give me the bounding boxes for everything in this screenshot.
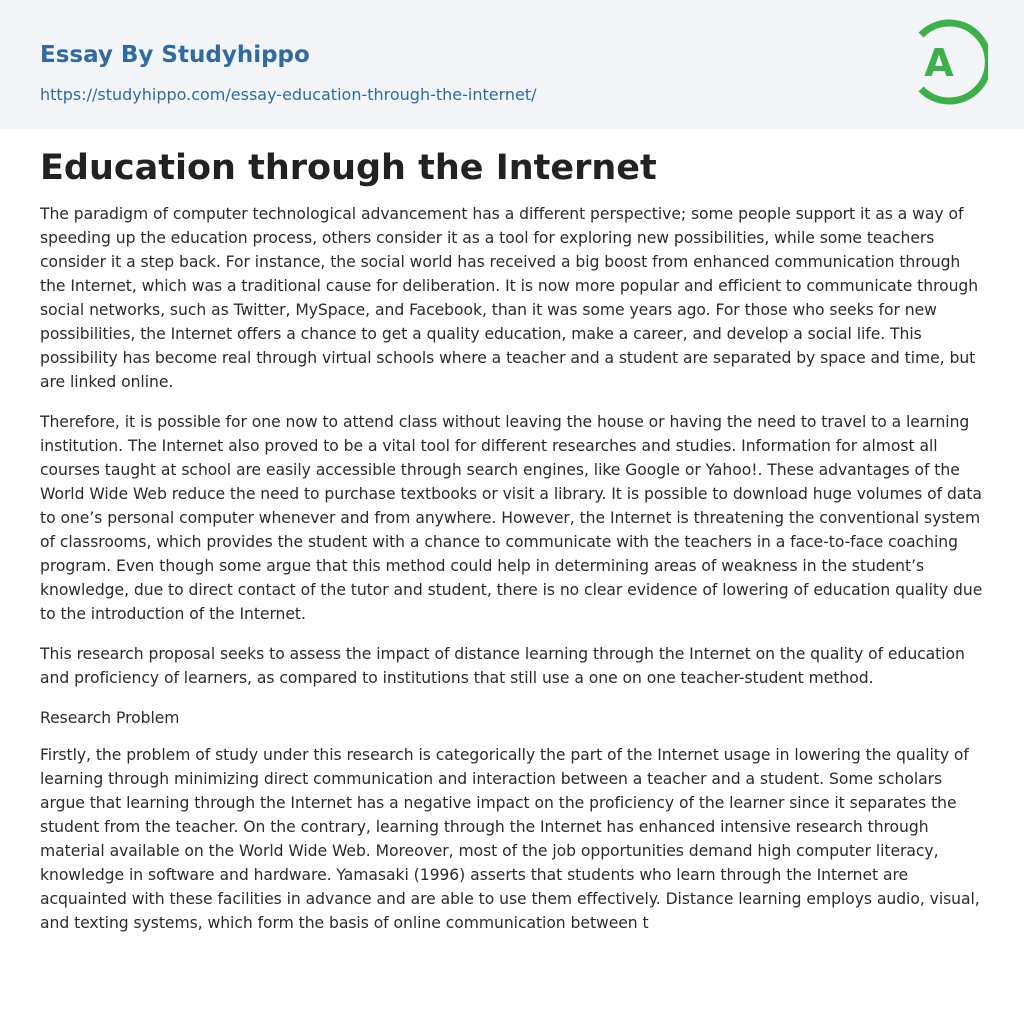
essay-url-link[interactable]: https://studyhippo.com/essay-education-through-the-internet/ (40, 85, 537, 104)
logo-letter: A (924, 41, 954, 85)
site-header (0, 0, 1024, 129)
essay-title: Education through the Internet (40, 148, 657, 188)
essay-paragraph: This research proposal seeks to assess the impact of distance learning through the Internet on the quality of education and proficiency of learners, as compared to institutions that still use a one on one teacher-student method. (40, 645, 965, 687)
site-brand[interactable]: Essay By Studyhippo (40, 42, 310, 68)
essay-content (40, 140, 986, 951)
studyhippo-logo-icon[interactable] (908, 18, 988, 106)
essay-paragraph: The paradigm of computer technological advancement has a different perspective; some people support it as a way of speeding up the education process, others consider it as a tool for exploring new possibilities, while some teachers consider it a step back. For instance, the social world has received a big boost from enhanced communication through the Internet, which was a traditional cause for deliberation. It is now more popular and efficient to communicate through social networks, such as Twitter, MySpace, and Facebook, than it was some years ago. For those who seeks for new possibilities, the Internet offers a chance to get a quality education, make a career, and develop a social life. This possibility has become real through virtual schools where a teacher and a student are separated by space and time, but are linked online. (40, 205, 979, 391)
essay-paragraph: Firstly, the problem of study under this research is categorically the part of the Internet usage in lowering the quality of learning through minimizing direct communication and interaction between a teacher and a student. Some scholars argue that learning through the Internet has a negative impact on the proficiency of the learner since it separates the student from the teacher. On the contrary, learning through the Internet has enhanced intensive research through material available on the World Wide Web. Moreover, most of the job opportunities demand high computer literacy, knowledge in software and hardware. Yamasaki (1996) asserts that students who learn through the Internet are acquainted with these facilities in advance and are able to use them effectively. Distance learning employs audio, visual, and texting systems, which form the basis of online communication between t (40, 746, 980, 932)
section-heading-research-problem: Research Problem (40, 709, 180, 727)
essay-paragraph: Therefore, it is possible for one now to attend class without leaving the house or having the need to travel to a learning institution. The Internet also proved to be a vital tool for different researches and studies. Information for almost all courses taught at school are easily accessible through search engines, like Google or Yahoo!. These advantages of the World Wide Web reduce the need to purchase textbooks or visit a library. It is possible to download huge volumes of data to one’s personal computer whenever and from anywhere. However, the Internet is threatening the conventional system of classrooms, which provides the student with a chance to communicate with the teachers in a face-to-face coaching program. Even though some argue that this method could help in determining areas of weakness in the student’s knowledge, due to direct contact of the tutor and student, there is no clear evidence of lowering of education quality due to the introduction of the Internet. (40, 413, 983, 623)
